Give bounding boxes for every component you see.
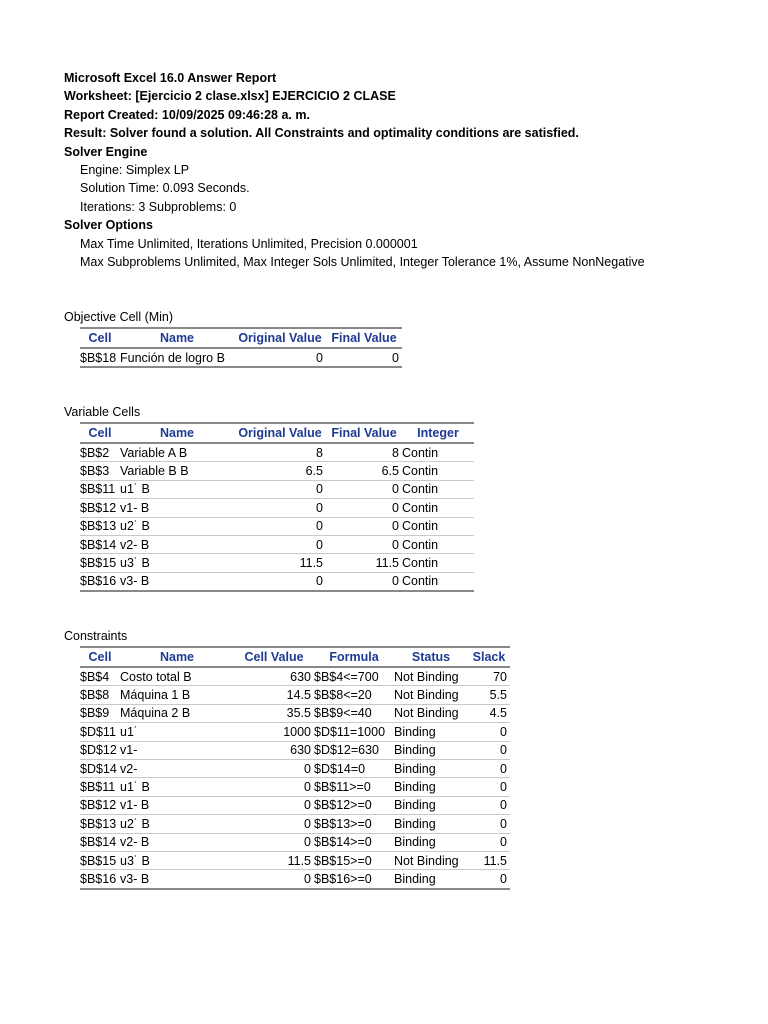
col-header: Name xyxy=(120,328,234,348)
cell-name: Máquina 2 B xyxy=(120,704,234,722)
status: Binding xyxy=(394,759,468,777)
cell-ref: $D$12 xyxy=(80,741,120,759)
cell-name: u3˙ B xyxy=(120,851,234,869)
final-value: 0 xyxy=(326,480,402,498)
final-value: 0 xyxy=(326,572,402,591)
cell-value: 1000 xyxy=(234,723,314,741)
cell-ref: $B$12 xyxy=(80,499,120,517)
cell-ref: $B$16 xyxy=(80,870,120,889)
cell-value: 0 xyxy=(234,870,314,889)
col-header: Formula xyxy=(314,647,394,667)
cell-ref: $B$14 xyxy=(80,535,120,553)
cell-name: u1˙ B xyxy=(120,778,234,796)
status: Not Binding xyxy=(394,686,468,704)
iterations-line: Iterations: 3 Subproblems: 0 xyxy=(80,199,237,214)
cell-ref: $D$11 xyxy=(80,723,120,741)
cell-name: u3˙ B xyxy=(120,554,234,572)
table-row xyxy=(80,462,474,480)
table-row xyxy=(80,499,474,517)
original-value: 11.5 xyxy=(234,554,326,572)
cell-name: Máquina 1 B xyxy=(120,686,234,704)
cell-name: u1˙ B xyxy=(120,480,234,498)
cell-ref: $B$13 xyxy=(80,517,120,535)
integer-type: Contin xyxy=(402,572,474,591)
formula: $B$13>=0 xyxy=(314,815,394,833)
table-row xyxy=(80,348,402,367)
status: Binding xyxy=(394,723,468,741)
status: Binding xyxy=(394,796,468,814)
solution-time-line: Solution Time: 0.093 Seconds. xyxy=(80,181,250,196)
col-header: Integer xyxy=(402,423,474,443)
integer-type: Contin xyxy=(402,517,474,535)
final-value: 0 xyxy=(326,517,402,535)
status: Not Binding xyxy=(394,851,468,869)
cell-value: 0 xyxy=(234,778,314,796)
formula: $B$8<=20 xyxy=(314,686,394,704)
cell-value: 35.5 xyxy=(234,704,314,722)
formula: $B$15>=0 xyxy=(314,851,394,869)
formula: $B$14>=0 xyxy=(314,833,394,851)
cell-ref: $B$8 xyxy=(80,686,120,704)
cell-name: v2- B xyxy=(120,833,234,851)
variables-table-body xyxy=(80,443,474,591)
solver-engine-heading: Solver Engine xyxy=(64,144,148,159)
final-value: 0 xyxy=(326,348,402,367)
final-value: 0 xyxy=(326,499,402,517)
formula: $B$11>=0 xyxy=(314,778,394,796)
original-value: 0 xyxy=(234,572,326,591)
cell-ref: $B$12 xyxy=(80,796,120,814)
cell-name: v3- B xyxy=(120,870,234,889)
result-line: Result: Solver found a solution. All Constraints and optimality conditions are satisfied. xyxy=(64,126,579,141)
cell-ref: $B$11 xyxy=(80,480,120,498)
col-header: Original Value xyxy=(234,423,326,443)
final-value: 6.5 xyxy=(326,462,402,480)
slack: 0 xyxy=(468,796,510,814)
slack: 70 xyxy=(468,667,510,686)
table-row xyxy=(80,704,510,722)
col-header: Original Value xyxy=(234,328,326,348)
report-created-line: Report Created: 10/09/2025 09:46:28 a. m. xyxy=(64,107,310,122)
table-row xyxy=(80,815,510,833)
table-row xyxy=(80,723,510,741)
engine-line: Engine: Simplex LP xyxy=(80,163,190,178)
cell-ref: $B$3 xyxy=(80,462,120,480)
cell-value: 11.5 xyxy=(234,851,314,869)
cell-name: v3- B xyxy=(120,572,234,591)
original-value: 0 xyxy=(234,535,326,553)
cell-ref: $B$15 xyxy=(80,851,120,869)
integer-type: Contin xyxy=(402,443,474,462)
cell-name: v1- B xyxy=(120,499,234,517)
col-header: Cell xyxy=(80,423,120,443)
col-header: Cell xyxy=(80,647,120,667)
worksheet-line: Worksheet: [Ejercicio 2 clase.xlsx] EJERCICIO 2 CLASE xyxy=(64,89,396,104)
slack: 0 xyxy=(468,723,510,741)
cell-value: 14.5 xyxy=(234,686,314,704)
cell-name: u2˙ B xyxy=(120,517,234,535)
table-row xyxy=(80,535,474,553)
cell-ref: $B$9 xyxy=(80,704,120,722)
cell-ref: $B$15 xyxy=(80,554,120,572)
slack: 4.5 xyxy=(468,704,510,722)
status: Not Binding xyxy=(394,704,468,722)
table-row xyxy=(80,741,510,759)
cell-ref: $B$4 xyxy=(80,667,120,686)
table-row xyxy=(80,870,510,889)
slack: 0 xyxy=(468,870,510,889)
final-value: 0 xyxy=(326,535,402,553)
objective-table-body xyxy=(80,348,402,367)
cell-value: 630 xyxy=(234,667,314,686)
cell-value: 0 xyxy=(234,833,314,851)
col-header: Name xyxy=(120,423,234,443)
solver-options-heading: Solver Options xyxy=(64,218,153,233)
variables-table xyxy=(80,422,474,592)
col-header: Final Value xyxy=(326,328,402,348)
slack: 11.5 xyxy=(468,851,510,869)
table-row xyxy=(80,833,510,851)
table-row xyxy=(80,796,510,814)
status: Binding xyxy=(394,833,468,851)
cell-name: Variable A B xyxy=(120,443,234,462)
integer-type: Contin xyxy=(402,499,474,517)
constraints-section-title: Constraints xyxy=(64,629,128,643)
cell-ref: $B$16 xyxy=(80,572,120,591)
col-header: Cell xyxy=(80,328,120,348)
slack: 0 xyxy=(468,815,510,833)
slack: 0 xyxy=(468,741,510,759)
table-row xyxy=(80,554,474,572)
final-value: 8 xyxy=(326,443,402,462)
table-row xyxy=(80,851,510,869)
status: Binding xyxy=(394,870,468,889)
cell-ref: $D$14 xyxy=(80,759,120,777)
integer-type: Contin xyxy=(402,462,474,480)
cell-ref: $B$11 xyxy=(80,778,120,796)
formula: $B$4<=700 xyxy=(314,667,394,686)
status: Binding xyxy=(394,778,468,796)
integer-type: Contin xyxy=(402,554,474,572)
formula: $D$12=630 xyxy=(314,741,394,759)
col-header: Cell Value xyxy=(234,647,314,667)
original-value: 6.5 xyxy=(234,462,326,480)
original-value: 0 xyxy=(234,348,326,367)
formula: $B$9<=40 xyxy=(314,704,394,722)
col-header: Slack xyxy=(468,647,510,667)
report-title: Microsoft Excel 16.0 Answer Report xyxy=(64,71,277,85)
options-line-1: Max Time Unlimited, Iterations Unlimited, Precision 0.000001 xyxy=(80,236,418,251)
table-row xyxy=(80,517,474,535)
table-row xyxy=(80,759,510,777)
integer-type: Contin xyxy=(402,480,474,498)
slack: 0 xyxy=(468,833,510,851)
cell-name: Función de logro B xyxy=(120,348,234,367)
col-header: Final Value xyxy=(326,423,402,443)
cell-ref: $B$13 xyxy=(80,815,120,833)
cell-value: 0 xyxy=(234,815,314,833)
original-value: 8 xyxy=(234,443,326,462)
table-row xyxy=(80,686,510,704)
cell-name: Costo total B xyxy=(120,667,234,686)
table-row xyxy=(80,480,474,498)
integer-type: Contin xyxy=(402,535,474,553)
objective-section-title: Objective Cell (Min) xyxy=(64,310,174,324)
status: Binding xyxy=(394,741,468,759)
objective-table xyxy=(80,327,402,368)
final-value: 11.5 xyxy=(326,554,402,572)
variables-section-title: Variable Cells xyxy=(64,405,141,419)
cell-name: v2- xyxy=(120,759,234,777)
cell-name: u1˙ xyxy=(120,723,234,741)
status: Binding xyxy=(394,815,468,833)
constraints-table-body xyxy=(80,667,510,889)
formula: $D$14=0 xyxy=(314,759,394,777)
original-value: 0 xyxy=(234,499,326,517)
slack: 5.5 xyxy=(468,686,510,704)
original-value: 0 xyxy=(234,480,326,498)
original-value: 0 xyxy=(234,517,326,535)
cell-name: v1- xyxy=(120,741,234,759)
formula: $B$12>=0 xyxy=(314,796,394,814)
formula: $D$11=1000 xyxy=(314,723,394,741)
options-line-2: Max Subproblems Unlimited, Max Integer Sols Unlimited, Integer Tolerance 1%, Assume NonNegative xyxy=(80,255,645,270)
cell-name: v1- B xyxy=(120,796,234,814)
cell-value: 0 xyxy=(234,759,314,777)
cell-value: 0 xyxy=(234,796,314,814)
slack: 0 xyxy=(468,778,510,796)
table-row xyxy=(80,443,474,462)
cell-value: 630 xyxy=(234,741,314,759)
cell-name: u2˙ B xyxy=(120,815,234,833)
cell-name: v2- B xyxy=(120,535,234,553)
table-row xyxy=(80,778,510,796)
slack: 0 xyxy=(468,759,510,777)
status: Not Binding xyxy=(394,667,468,686)
constraints-table xyxy=(80,646,510,890)
cell-ref: $B$14 xyxy=(80,833,120,851)
cell-ref: $B$18 xyxy=(80,348,120,367)
table-row xyxy=(80,667,510,686)
report-header xyxy=(64,69,645,271)
formula: $B$16>=0 xyxy=(314,870,394,889)
col-header: Name xyxy=(120,647,234,667)
table-row xyxy=(80,572,474,591)
col-header: Status xyxy=(394,647,468,667)
cell-ref: $B$2 xyxy=(80,443,120,462)
cell-name: Variable B B xyxy=(120,462,234,480)
